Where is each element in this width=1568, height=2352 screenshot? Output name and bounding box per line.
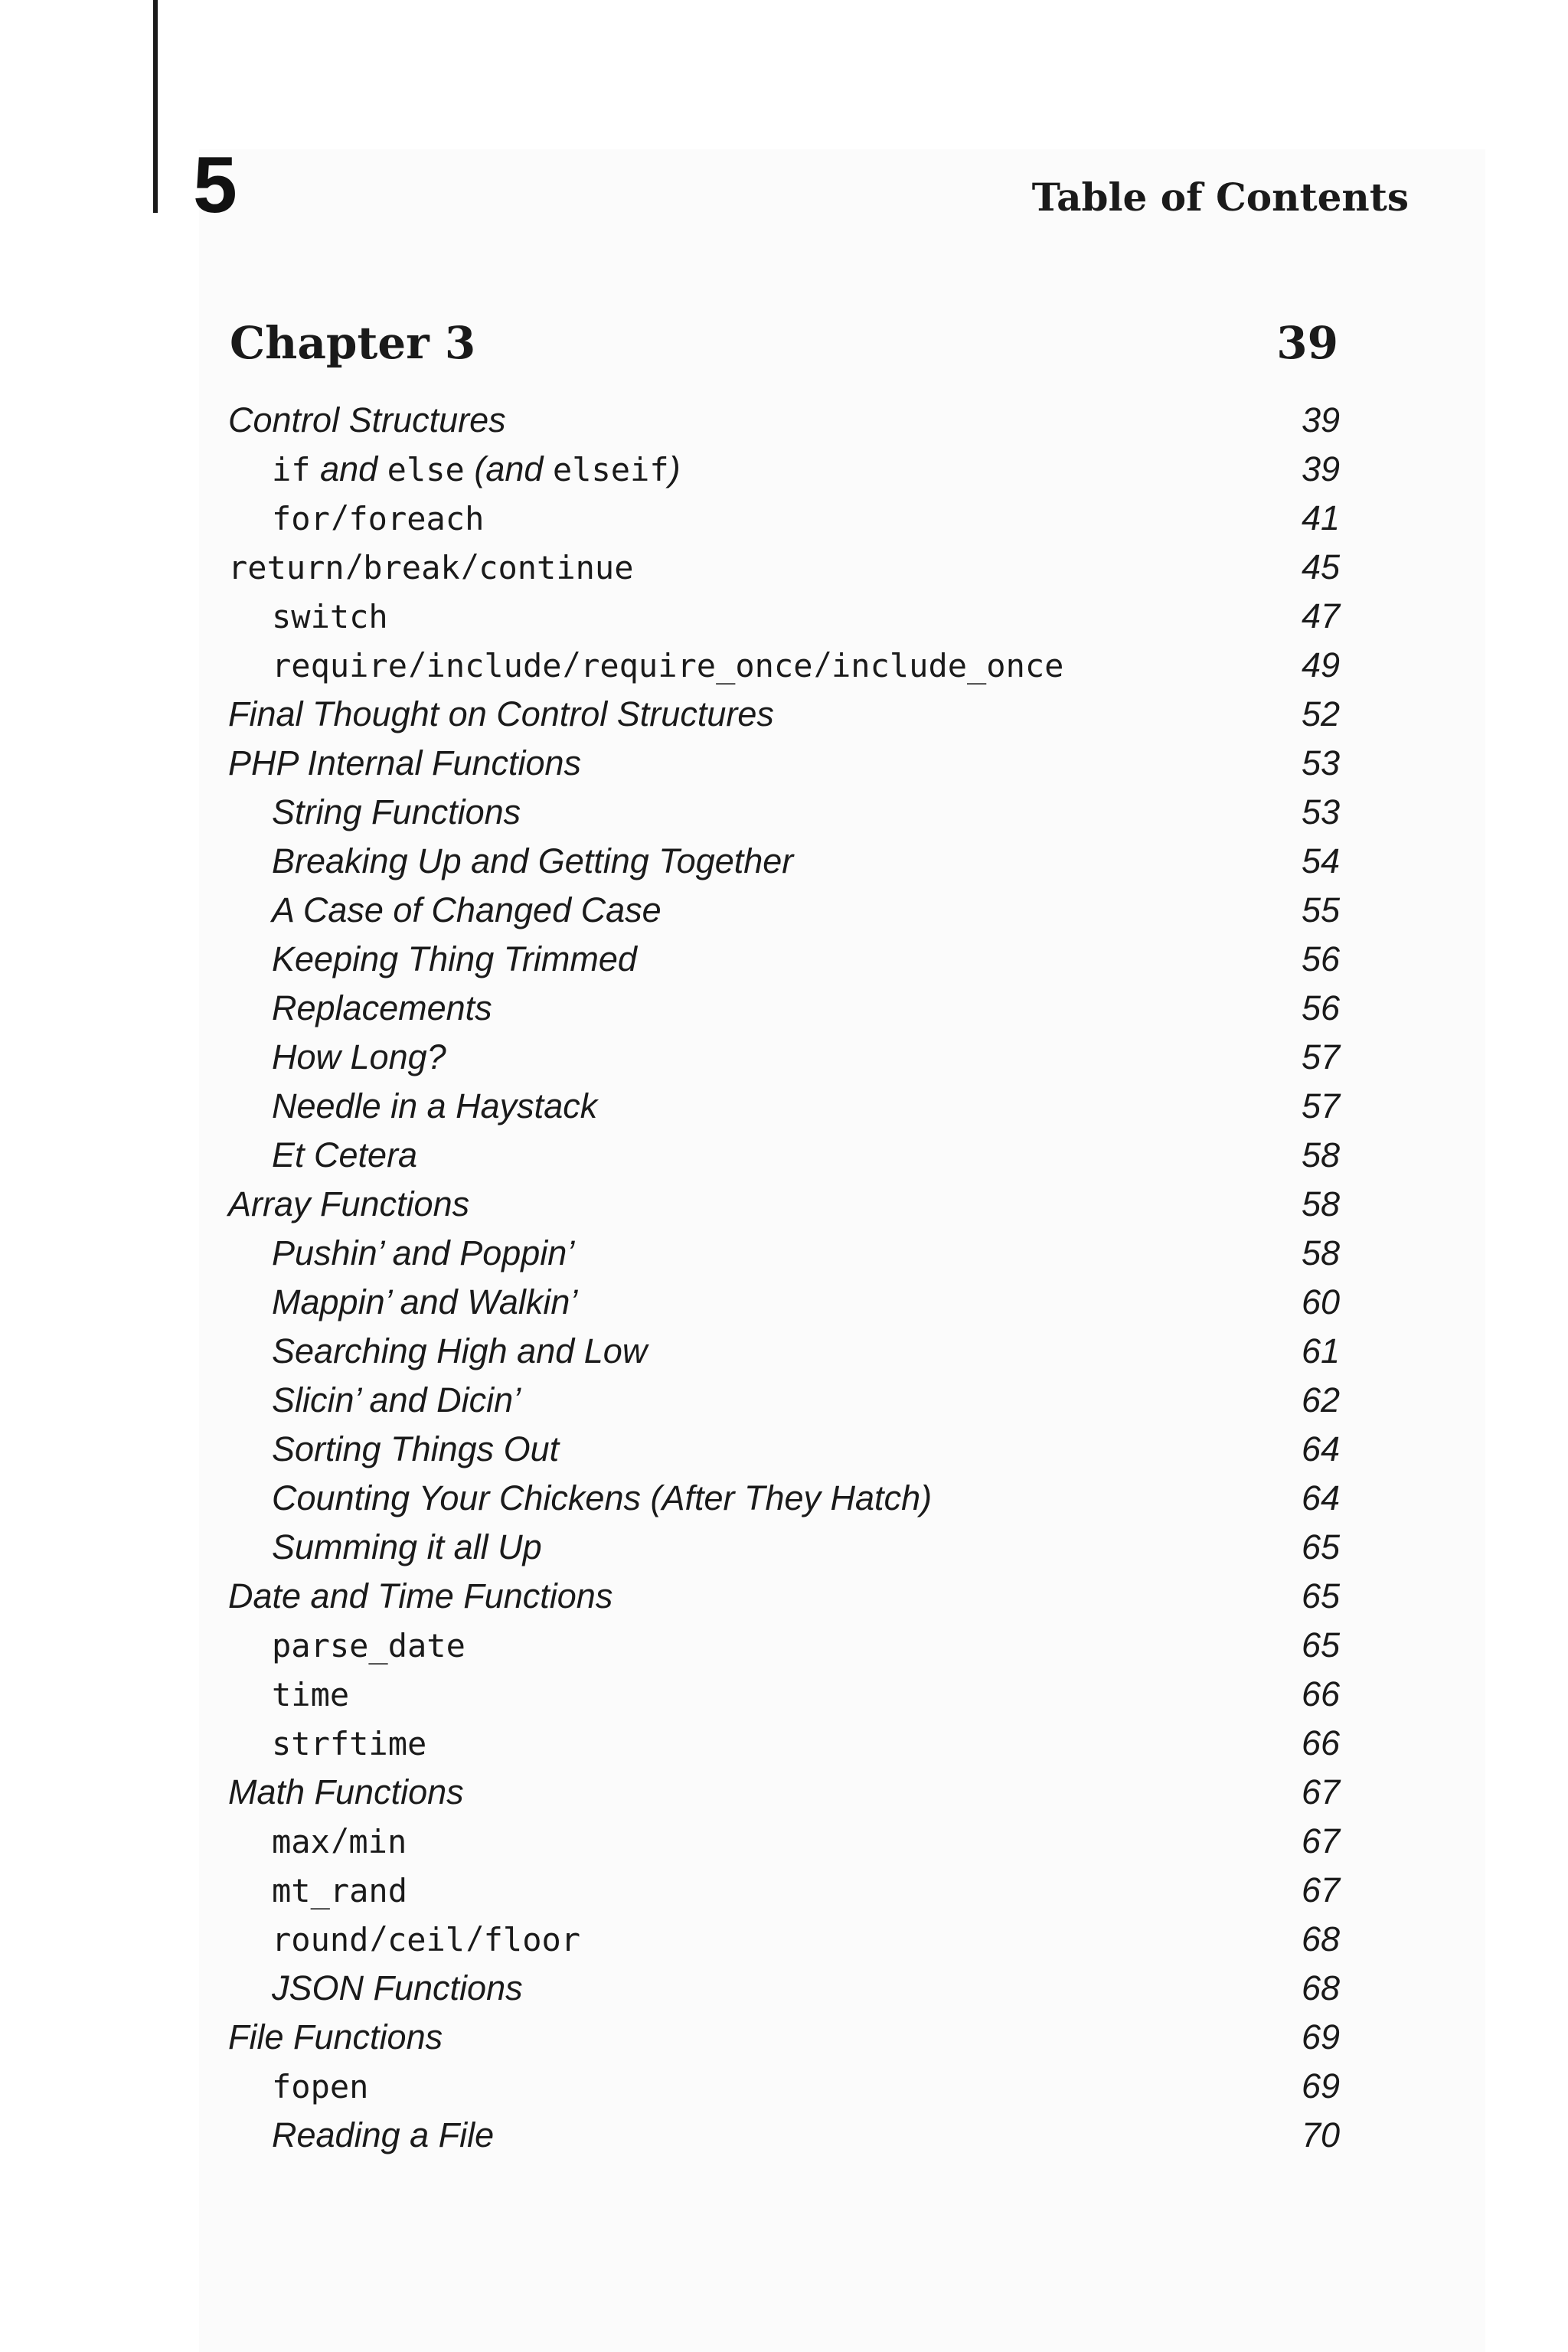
code-keyword: for [272,500,330,537]
toc-entry[interactable] [228,1719,1340,1768]
entry-page: 67 [1301,1870,1340,1909]
code-keyword: else [387,451,465,488]
toc-entry[interactable] [228,1474,1340,1523]
entry-title: JSON Functions [272,1968,523,2007]
code-keyword: ceil [387,1921,466,1958]
toc-entry[interactable] [228,1915,1340,1964]
toc-entry[interactable] [228,1572,1340,1621]
slash-separator: / [348,547,359,586]
toc-entry[interactable] [228,1278,1340,1327]
entry-title: PHP Internal Functions [228,743,582,782]
entry-page: 60 [1301,1282,1340,1321]
entry-title: Replacements [272,988,492,1027]
toc-entry[interactable] [228,1523,1340,1572]
toc-entry[interactable] [228,1131,1340,1180]
entry-page: 58 [1301,1135,1340,1174]
entry-title: Pushin’ and Poppin’ [272,1233,575,1272]
entry-title: Date and Time Functions [228,1576,613,1615]
entry-title: Math Functions [228,1772,464,1811]
entry-title: Mappin’ and Walkin’ [272,1282,578,1321]
code-keyword: mt_rand [272,1871,408,1909]
entry-title: Needle in a Haystack [272,1086,598,1125]
entry-title: Summing it all Up [272,1527,542,1566]
page-title: Table of Contents [1031,175,1409,220]
entry-page: 54 [1301,841,1340,880]
entry-title: How Long? [272,1037,446,1076]
code-keyword: if [272,451,311,488]
entry-page: 68 [1301,1968,1340,2007]
toc-entry[interactable] [228,543,1340,592]
entry-page: 62 [1301,1380,1340,1419]
code-keyword: break [363,549,460,586]
entry-page: 57 [1301,1037,1340,1076]
entry-text: ) [668,449,681,488]
code-keyword: time [272,1675,350,1713]
toc-entry[interactable] [228,1670,1340,1719]
code-keyword: elseif [552,451,669,488]
code-keyword: strftime [272,1724,427,1762]
entry-page: 39 [1301,449,1340,488]
code-keyword: foreach [348,500,485,537]
code-keyword: min [348,1823,407,1860]
toc-entry[interactable] [228,1180,1340,1229]
entry-title: Keeping Thing Trimmed [272,939,637,978]
code-keyword: parse_date [272,1626,466,1664]
toc-entry[interactable] [228,1425,1340,1474]
slash-separator: / [566,645,577,684]
entry-page: 45 [1301,547,1340,586]
toc-entry[interactable] [228,1768,1340,1817]
code-keyword: return [228,549,345,586]
entry-page: 57 [1301,1086,1340,1125]
entry-title: Array Functions [228,1184,470,1223]
slash-separator: / [373,1919,383,1958]
entry-page: 65 [1301,1576,1340,1615]
entry-title: Slicin’ and Dicin’ [272,1380,521,1419]
entry-page: 58 [1301,1233,1340,1272]
entry-title: Reading a File [272,2115,495,2154]
page-edge-bar [153,0,158,213]
toc-entry[interactable] [228,837,1340,886]
entry-page: 49 [1301,645,1340,684]
entry-page: 69 [1301,2066,1340,2105]
entry-page: 65 [1301,1527,1340,1566]
entry-page: 47 [1301,596,1340,635]
entry-page: 53 [1301,792,1340,831]
toc-entry[interactable] [228,886,1340,935]
entry-page: 56 [1301,939,1340,978]
toc-entry[interactable] [228,641,1340,690]
code-keyword: max [272,1823,330,1860]
entry-page: 67 [1301,1772,1340,1811]
slash-separator: / [412,645,422,684]
chapter-heading [230,312,1338,374]
entry-page: 66 [1301,1674,1340,1713]
toc-entry[interactable] [228,984,1340,1033]
entry-page: 66 [1301,1723,1340,1762]
toc-entry[interactable] [228,1082,1340,1131]
entry-text: (and [464,449,553,488]
entry-title: Breaking Up and Getting Together [272,841,794,880]
code-keyword: continue [479,549,634,586]
entry-page: 53 [1301,743,1340,782]
toc-list [228,396,1340,2160]
entry-title: Et Cetera [272,1135,418,1174]
toc-entry[interactable] [228,1033,1340,1082]
toc-entry[interactable] [228,739,1340,788]
toc-entry[interactable] [228,592,1340,641]
entry-page: 64 [1301,1429,1340,1468]
entry-title: Counting Your Chickens (After They Hatch) [272,1478,933,1517]
code-keyword: switch [272,597,388,635]
entry-title: Sorting Things Out [272,1429,560,1468]
slash-separator: / [817,645,828,684]
toc-entry[interactable] [228,1327,1340,1376]
entry-page: 56 [1301,988,1340,1027]
entry-page: 70 [1301,2115,1340,2154]
code-keyword: include_once [831,647,1064,684]
entry-page: 52 [1301,694,1340,733]
slash-separator: / [334,1821,345,1860]
entry-page: 65 [1301,1625,1340,1664]
toc-entry[interactable] [228,1229,1340,1278]
entry-title: A Case of Changed Case [272,890,662,929]
slash-separator: / [334,498,345,537]
code-keyword: round [272,1921,369,1958]
toc-entry[interactable] [228,1376,1340,1425]
toc-entry[interactable] [228,2111,1340,2160]
entry-page: 55 [1301,890,1340,929]
entry-title: Control Structures [228,400,506,439]
code-keyword: fopen [272,2067,369,2105]
entry-page: 69 [1301,2017,1340,2056]
toc-entry[interactable] [228,1964,1340,2013]
toc-entry[interactable] [228,1866,1340,1915]
entry-page: 68 [1301,1919,1340,1958]
code-keyword: include [426,647,562,684]
toc-entry[interactable] [228,2062,1340,2111]
entry-page: 61 [1301,1331,1340,1370]
toc-entry[interactable] [228,494,1340,543]
slash-separator: / [469,1919,479,1958]
entry-page: 67 [1301,1821,1340,1860]
entry-title: Searching High and Low [272,1331,648,1370]
entry-text: and [310,449,387,488]
toc-entry[interactable] [228,935,1340,984]
toc-entry[interactable] [228,1621,1340,1670]
toc-entry[interactable] [228,445,1340,494]
chapter-label: Chapter 3 [230,317,476,369]
entry-page: 64 [1301,1478,1340,1517]
toc-entry[interactable] [228,1817,1340,1866]
code-keyword: floor [483,1921,581,1958]
entry-page: 39 [1301,400,1340,439]
toc-entry[interactable] [228,788,1340,837]
toc-entry[interactable] [228,2013,1340,2062]
entry-title: Final Thought on Control Structures [228,694,774,733]
entry-title: File Functions [228,2017,443,2056]
toc-entry[interactable] [228,396,1340,445]
entry-page: 58 [1301,1184,1340,1223]
code-keyword: require_once [580,647,813,684]
chapter-page: 39 [1276,317,1338,369]
slash-separator: / [464,547,475,586]
entry-page: 41 [1301,498,1340,537]
toc-entry[interactable] [228,690,1340,739]
page-number: 5 [193,141,237,230]
code-keyword: require [272,647,408,684]
entry-title: String Functions [272,792,521,831]
